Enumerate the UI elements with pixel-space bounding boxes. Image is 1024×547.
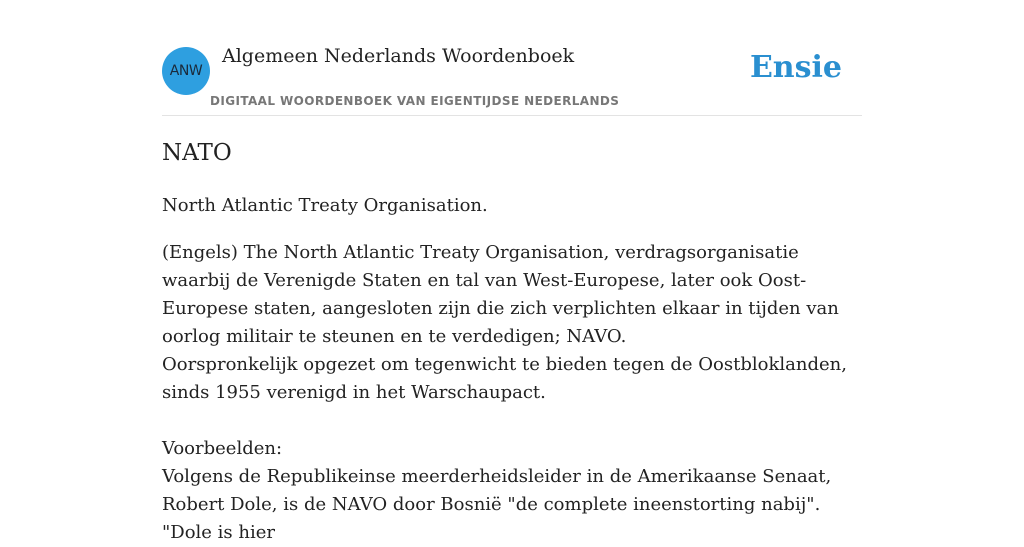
anw-logo[interactable] xyxy=(162,47,210,95)
headword: NATO xyxy=(162,140,232,166)
entry-body: (Engels) The North Atlantic Treaty Organisation, verdragsorganisatie waarbij de Verenigde Staten en tal van West-Europese, later ook Oost-Europese staten, aangesloten zijn die zich verplichten elkaar in tijden van oorlog militair te steunen en te verdedigen; NAVO. Oorspronkelijk opgezet om tegenwicht te bieden tegen de Oostbloklanden, sinds 1955 verenigd in het Warschaupact. Voorbeelden: Volgens de Republikeinse meerderheidsleider in de Amerikaanse Senaat, Robert Dole, is de NAVO door Bosnië "de complete ineenstorting nabij". "Dole is hier xyxy=(162,242,847,543)
site-subtitle: DIGITAAL WOORDENBOEK VAN EIGENTIJDSE NEDERLANDS xyxy=(210,94,620,108)
site-header xyxy=(162,0,862,116)
page xyxy=(162,0,862,543)
site-title[interactable]: Algemeen Nederlands Woordenboek xyxy=(222,45,575,67)
short-definition: North Atlantic Treaty Organisation. xyxy=(162,195,488,216)
logo-text: ANW xyxy=(169,63,203,79)
ensie-brand-logo[interactable]: Ensie xyxy=(749,50,842,85)
